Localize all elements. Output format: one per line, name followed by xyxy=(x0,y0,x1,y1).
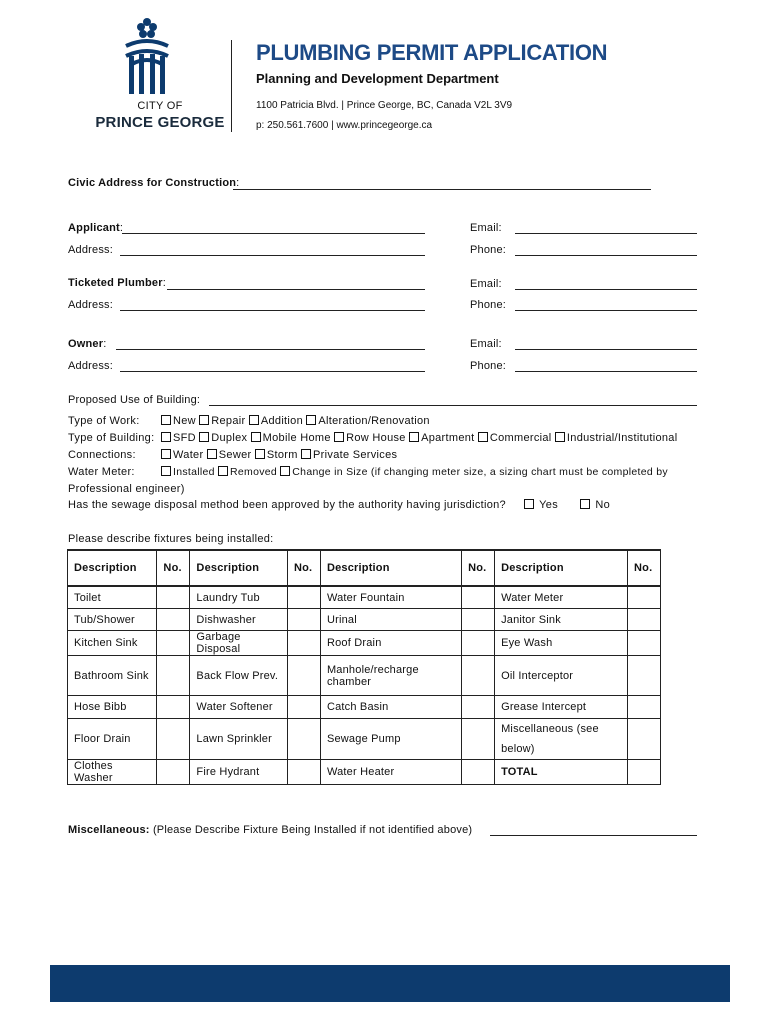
checkbox-icon xyxy=(199,415,209,425)
civic-address-field[interactable] xyxy=(233,189,651,190)
type-of-work-label: Type of Work: xyxy=(68,415,140,427)
applicant-phone-label: Phone: xyxy=(470,244,507,256)
fixture-count-field[interactable] xyxy=(462,696,495,719)
fixture-description: Catch Basin xyxy=(320,696,461,719)
applicant-field[interactable] xyxy=(122,233,425,234)
fixture-count-field[interactable] xyxy=(157,609,190,631)
fixture-description: Urinal xyxy=(320,609,461,631)
plumber-email-label: Email: xyxy=(470,278,502,290)
checkbox-icon xyxy=(580,499,590,509)
table-row xyxy=(68,609,661,631)
checkbox-icon xyxy=(199,432,209,442)
owner-phone-label: Phone: xyxy=(470,360,507,372)
type-of-building-label: Type of Building: xyxy=(68,432,155,444)
column-header-no: No. xyxy=(157,550,190,586)
checkbox-icon xyxy=(161,466,171,476)
fixture-count-field[interactable] xyxy=(462,631,495,656)
fixture-description: Garbage Disposal xyxy=(190,631,288,656)
fixture-description: Floor Drain xyxy=(68,719,157,760)
checkbox-sfd[interactable]: SFD xyxy=(161,432,196,444)
fixture-description: Janitor Sink xyxy=(495,609,628,631)
fixture-description: Grease Intercept xyxy=(495,696,628,719)
fixture-count-field[interactable] xyxy=(462,656,495,696)
checkbox-alteration[interactable]: Alteration/Renovation xyxy=(306,415,429,427)
checkbox-icon xyxy=(301,449,311,459)
department-address: 1100 Patricia Blvd. | Prince George, BC, Canada V2L 3V9 xyxy=(256,100,513,111)
fixture-description: Roof Drain xyxy=(320,631,461,656)
water-meter-options xyxy=(161,466,668,478)
checkbox-icon xyxy=(555,432,565,442)
checkbox-apartment[interactable]: Apartment xyxy=(409,432,474,444)
checkbox-repair[interactable]: Repair xyxy=(199,415,245,427)
fixture-count-field[interactable] xyxy=(462,760,495,785)
applicant-address-field[interactable] xyxy=(120,255,425,256)
water-meter-label: Water Meter: xyxy=(68,466,135,478)
owner-field[interactable] xyxy=(116,349,425,350)
fixture-count-field[interactable] xyxy=(628,631,661,656)
checkbox-water[interactable]: Water xyxy=(161,449,203,461)
checkbox-duplex[interactable]: Duplex xyxy=(199,432,247,444)
owner-label: Owner: xyxy=(68,338,107,350)
fixture-description: Hose Bibb xyxy=(68,696,157,719)
fixture-description: Water Softener xyxy=(190,696,288,719)
fixture-description: Lawn Sprinkler xyxy=(190,719,288,760)
checkbox-icon xyxy=(218,466,228,476)
fixture-count-field[interactable] xyxy=(287,609,320,631)
applicant-email-label: Email: xyxy=(470,222,502,234)
owner-address-label: Address: xyxy=(68,360,114,372)
fixture-description: Manhole/recharge chamber xyxy=(320,656,461,696)
fixture-description: Eye Wash xyxy=(495,631,628,656)
plumber-address-field[interactable] xyxy=(120,310,425,311)
fixture-count-field[interactable] xyxy=(628,719,661,760)
fixture-description: Water Heater xyxy=(320,760,461,785)
table-row xyxy=(68,696,661,719)
plumber-label: Ticketed Plumber: xyxy=(68,277,166,289)
checkbox-sewer[interactable]: Sewer xyxy=(207,449,252,461)
checkbox-mobile-home[interactable]: Mobile Home xyxy=(251,432,331,444)
checkbox-icon xyxy=(207,449,217,459)
page-title: PLUMBING PERMIT APPLICATION xyxy=(256,40,608,65)
checkbox-icon xyxy=(478,432,488,442)
sewage-question: Has the sewage disposal method been approved by the authority having jurisdiction? xyxy=(68,499,506,511)
table-row xyxy=(68,719,661,760)
checkbox-row-house[interactable]: Row House xyxy=(334,432,406,444)
checkbox-removed[interactable]: Removed xyxy=(218,466,277,478)
city-name: PRINCE GEORGE xyxy=(95,114,225,131)
plumber-address-label: Address: xyxy=(68,299,114,311)
plumber-field[interactable] xyxy=(167,289,425,290)
checkbox-icon xyxy=(249,415,259,425)
checkbox-storm[interactable]: Storm xyxy=(255,449,298,461)
water-meter-continuation: Professional engineer) xyxy=(68,483,185,495)
applicant-email-field[interactable] xyxy=(515,233,697,234)
plumber-email-field[interactable] xyxy=(515,289,697,290)
fixture-count-field[interactable] xyxy=(287,719,320,760)
fixture-description: Back Flow Prev. xyxy=(190,656,288,696)
table-header-row xyxy=(68,550,661,586)
applicant-address-label: Address: xyxy=(68,244,114,256)
proposed-use-label: Proposed Use of Building: xyxy=(68,394,201,406)
checkbox-icon xyxy=(255,449,265,459)
owner-address-field[interactable] xyxy=(120,371,425,372)
fixture-description: Bathroom Sink xyxy=(68,656,157,696)
fixture-count-field[interactable] xyxy=(287,631,320,656)
column-header-description: Description xyxy=(320,550,461,586)
applicant-phone-field[interactable] xyxy=(515,255,697,256)
type-of-work-options xyxy=(161,415,430,427)
department-name: Planning and Development Department xyxy=(256,71,499,86)
plumber-phone-label: Phone: xyxy=(470,299,507,311)
fixture-description: Oil Interceptor xyxy=(495,656,628,696)
column-header-no: No. xyxy=(287,550,320,586)
fixture-count-field[interactable] xyxy=(628,609,661,631)
fixture-count-field[interactable] xyxy=(462,586,495,609)
table-row xyxy=(68,760,661,785)
owner-phone-field[interactable] xyxy=(515,371,697,372)
fixture-count-field[interactable] xyxy=(157,586,190,609)
table-row xyxy=(68,631,661,656)
checkbox-addition[interactable]: Addition xyxy=(249,415,303,427)
type-of-building-options xyxy=(161,432,677,444)
connections-options xyxy=(161,449,397,461)
checkbox-no[interactable]: No xyxy=(580,499,610,511)
city-of-label: CITY OF xyxy=(137,100,183,112)
column-header-no: No. xyxy=(462,550,495,586)
fixture-description: Tub/Shower xyxy=(68,609,157,631)
checkbox-commercial[interactable]: Commercial xyxy=(478,432,552,444)
footer-band xyxy=(50,965,730,1002)
header-divider xyxy=(231,40,232,132)
table-row xyxy=(68,656,661,696)
miscellaneous-field[interactable] xyxy=(490,835,697,836)
fixture-description: Laundry Tub xyxy=(190,586,288,609)
checkbox-installed[interactable]: Installed xyxy=(161,466,215,478)
fixture-count-field[interactable] xyxy=(287,760,320,785)
fixture-description: Clothes Washer xyxy=(68,760,157,785)
checkbox-icon xyxy=(161,449,171,459)
table-row xyxy=(68,586,661,609)
fixtures-table xyxy=(67,549,661,785)
checkbox-icon xyxy=(409,432,419,442)
connections-label: Connections: xyxy=(68,449,136,461)
civic-address-label: Civic Address for Construction: xyxy=(68,177,240,189)
fixture-count-field[interactable] xyxy=(157,760,190,785)
proposed-use-field[interactable] xyxy=(209,405,697,406)
fixtures-prompt: Please describe fixtures being installed: xyxy=(68,533,274,545)
column-header-no: No. xyxy=(628,550,661,586)
fixture-count-field[interactable] xyxy=(157,719,190,760)
miscellaneous-line: Miscellaneous: (Please Describe Fixture Being Installed if not identified above) xyxy=(68,824,473,836)
checkbox-icon xyxy=(280,466,290,476)
checkbox-icon xyxy=(161,415,171,425)
fixture-count-field[interactable] xyxy=(287,586,320,609)
owner-email-field[interactable] xyxy=(515,349,697,350)
fixture-description: Kitchen Sink xyxy=(68,631,157,656)
fixture-count-field[interactable] xyxy=(157,696,190,719)
applicant-label: Applicant: xyxy=(68,222,124,234)
checkbox-icon xyxy=(524,499,534,509)
fixture-description: Fire Hydrant xyxy=(190,760,288,785)
fixture-count-field[interactable] xyxy=(628,656,661,696)
fixture-count-field[interactable] xyxy=(157,656,190,696)
checkbox-change-in-size[interactable]: Change in Size (if changing meter size, a sizing chart must be completed by xyxy=(280,466,668,478)
checkbox-private-services[interactable]: Private Services xyxy=(301,449,397,461)
owner-email-label: Email: xyxy=(470,338,502,350)
fixture-total-label: TOTAL xyxy=(495,760,628,785)
fixture-count-field[interactable] xyxy=(628,586,661,609)
checkbox-icon xyxy=(161,432,171,442)
fixture-count-field[interactable] xyxy=(287,656,320,696)
fixture-description: Sewage Pump xyxy=(320,719,461,760)
fixture-count-field[interactable] xyxy=(462,719,495,760)
fixture-description: Toilet xyxy=(68,586,157,609)
column-header-description: Description xyxy=(495,550,628,586)
checkbox-industrial[interactable]: Industrial/Institutional xyxy=(555,432,678,444)
checkbox-icon xyxy=(334,432,344,442)
plumber-phone-field[interactable] xyxy=(515,310,697,311)
fixture-count-field[interactable] xyxy=(628,696,661,719)
checkbox-yes[interactable]: Yes xyxy=(524,499,558,511)
fixture-description: Dishwasher xyxy=(190,609,288,631)
fixture-count-field[interactable] xyxy=(462,609,495,631)
fixture-description: Miscellaneous (see below) xyxy=(495,719,628,760)
checkbox-icon xyxy=(251,432,261,442)
fixture-count-field[interactable] xyxy=(287,696,320,719)
fixture-total-field[interactable] xyxy=(628,760,661,785)
column-header-description: Description xyxy=(190,550,288,586)
checkbox-new[interactable]: New xyxy=(161,415,196,427)
fixture-description: Water Fountain xyxy=(320,586,461,609)
department-contact: p: 250.561.7600 | www.princegeorge.ca xyxy=(256,120,433,131)
fixture-description: Water Meter xyxy=(495,586,628,609)
checkbox-icon xyxy=(306,415,316,425)
column-header-description: Description xyxy=(68,550,157,586)
fixture-count-field[interactable] xyxy=(157,631,190,656)
